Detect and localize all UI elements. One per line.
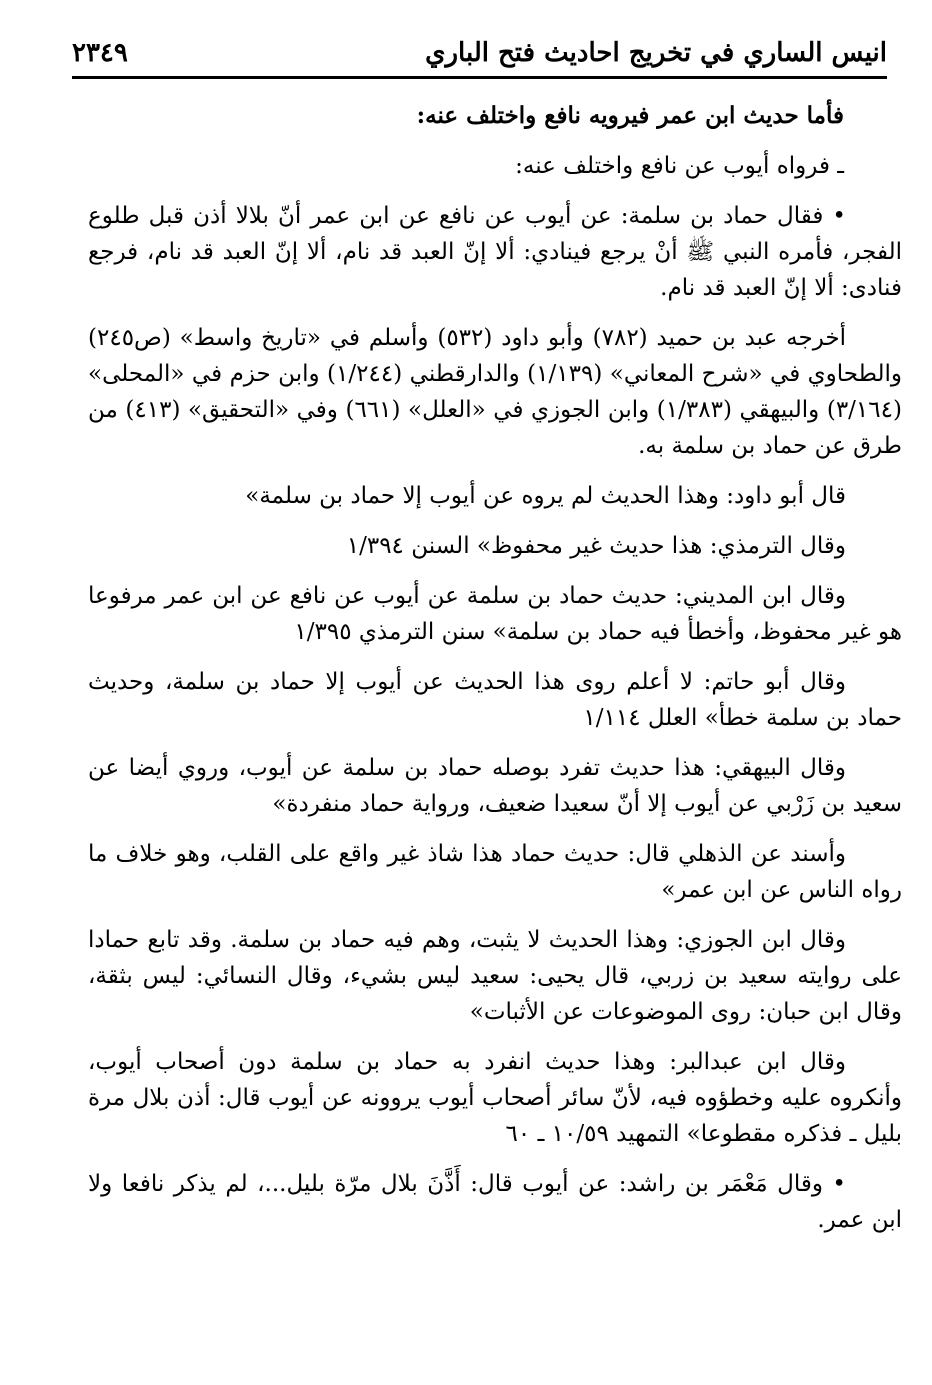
sub-heading: ـ فرواه أيوب عن نافع واختلف عنه: [515, 153, 844, 179]
quote-bayhaqi: وقال البيهقي: هذا حديث تفرد بوصله حماد بن سلمة عن أيوب، وروي أيضا عن سعيد بن زَرْبي عن أيوب إلا أنّ سعيدا ضعيف، ورواية حماد منفردة» [88, 755, 902, 817]
quote-ibn-abdulbarr: وقال ابن عبدالبر: وهذا حديث انفرد به حماد بن سلمة دون أصحاب أيوب، وأنكروه عليه وخطؤوه فيه، لأنّ سائر أصحاب أيوب يروونه عن أيوب قال: أذن بلال مرة بليل ـ فذكره مقطوعا» التمهيد ١٠/٥٩ ـ ٦٠ [88, 1049, 902, 1147]
page-body [88, 98, 902, 1252]
running-header [72, 30, 887, 79]
quote-tirmidhi: وقال الترمذي: هذا حديث غير محفوظ» السنن ١/٣٩٤ [346, 533, 846, 559]
section-heading: فأما حديث ابن عمر فيرويه نافع واختلف عنه: [416, 102, 844, 129]
quote-ibn-madini: وقال ابن المديني: حديث حماد بن سلمة عن أيوب عن نافع عن ابن عمر مرفوعا هو غير محفوظ، وأخطأ فيه حماد بن سلمة» سنن الترمذي ١/٣٩٥ [88, 583, 902, 645]
quote-dhuhli: وأسند عن الذهلي قال: حديث حماد هذا شاذ غير واقع على القلب، وهو خلاف ما رواه الناس عن ابن عمر» [88, 841, 902, 903]
page-number: ٢٣٤٩ [72, 38, 128, 68]
book-title: انيس الساري في تخريج احاديث فتح الباري [425, 38, 887, 68]
quote-ibn-jawzi: وقال ابن الجوزي: وهذا الحديث لا يثبت، وهم فيه حماد بن سلمة. وقد تابع حمادا على روايته سعيد بن زربي، قال يحيى: سعيد ليس بشيء، وقال النسائي: ليس بثقة، وقال ابن حبان: روى الموضوعات عن الأثبات» [88, 927, 902, 1025]
narration-paragraph: • فقال حماد بن سلمة: عن أيوب عن نافع عن ابن عمر أنّ بلالا أذن قبل طلوع الفجر، فأمره النبي ﷺ أنْ يرجع فينادي: ألا إنّ العبد قد نام، ألا إنّ العبد قد نام، فرجع فنادى: ألا إنّ العبد قد نام. [88, 203, 902, 301]
quote-abu-dawud: قال أبو داود: وهذا الحديث لم يروه عن أيوب إلا حماد بن سلمة» [245, 483, 846, 509]
takhrij-paragraph: أخرجه عبد بن حميد (٧٨٢) وأبو داود (٥٣٢) وأسلم في «تاريخ واسط» (ص٢٤٥) والطحاوي في «شرح المعاني» (١/١٣٩) والدارقطني (١/٢٤٤) وابن حزم في «المحلى» (٣/١٦٤) والبيهقي (١/٣٨٣) وابن الجوزي في «العلل» (٦٦١) وفي «التحقيق» (٤١٣) من طرق عن حماد بن سلمة به. [88, 325, 902, 459]
narration-mamar: • وقال مَعْمَر بن راشد: عن أيوب قال: أَذَّنَ بلال مرّة بليل...، لم يذكر نافعا ولا ابن عمر. [88, 1171, 902, 1233]
quote-abu-hatim: وقال أبو حاتم: لا أعلم روى هذا الحديث عن أيوب إلا حماد بن سلمة، وحديث حماد بن سلمة خطأ» العلل ١/١١٤ [88, 669, 902, 731]
